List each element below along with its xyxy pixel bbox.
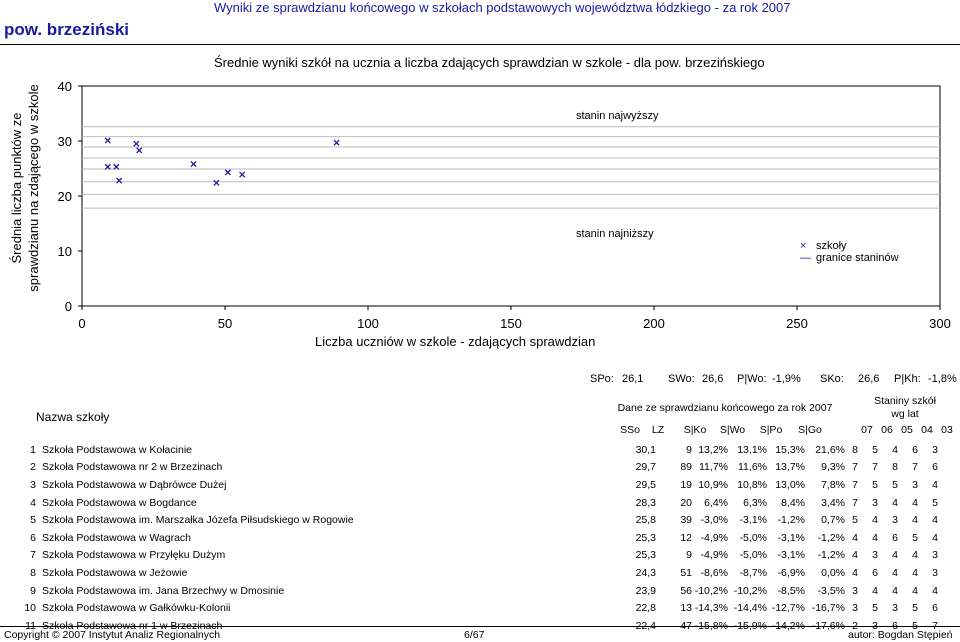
stanine-cell: 7 bbox=[872, 461, 878, 474]
summary-sko-value: 26,6 bbox=[858, 373, 880, 385]
name-header: Nazwa szkoły bbox=[36, 410, 110, 424]
column-header-1: LZ bbox=[651, 424, 665, 436]
table-row bbox=[0, 511, 945, 529]
column-header-0: SSo bbox=[620, 424, 640, 436]
value-cell: 28,3 bbox=[635, 496, 656, 509]
value-cell: 11,7% bbox=[699, 461, 728, 474]
stanine-cell: 7 bbox=[852, 461, 858, 474]
stanine-cell: 3 bbox=[852, 602, 858, 615]
row-number: 7 bbox=[30, 549, 36, 562]
value-cell: 13,1% bbox=[737, 443, 767, 456]
stanine-cell: 4 bbox=[932, 584, 938, 597]
stanine-cell: 6 bbox=[892, 619, 898, 632]
value-cell: 89 bbox=[680, 461, 692, 474]
x-tick-label-4: 200 bbox=[643, 316, 665, 330]
footer-page: 6/67 bbox=[464, 629, 485, 641]
value-cell: 29,7 bbox=[635, 461, 656, 474]
report-title: Wyniki ze sprawdzianu końcowego w szkołach podstawowych województwa łódzkiego - za rok 2007 bbox=[214, 0, 791, 15]
value-cell: 3,4% bbox=[821, 496, 845, 509]
value-cell: 6,3% bbox=[743, 496, 767, 509]
stanine-cell: 5 bbox=[932, 496, 938, 509]
stanine-cell: 3 bbox=[932, 549, 938, 562]
y-tick-label-0: 0 bbox=[64, 299, 72, 314]
value-cell: -4,9% bbox=[700, 549, 728, 562]
value-cell: -10,2% bbox=[733, 584, 767, 597]
stanine-cell: 5 bbox=[852, 514, 858, 527]
table-row bbox=[0, 582, 945, 600]
table-row bbox=[0, 441, 945, 459]
x-tick-label-2: 100 bbox=[357, 316, 379, 330]
stanine-cell: 5 bbox=[912, 619, 918, 632]
stanine-cell: 6 bbox=[892, 531, 898, 544]
stanine-cell: 3 bbox=[912, 478, 918, 491]
stanine-cell: 4 bbox=[932, 478, 938, 491]
year-header-3: 04 bbox=[921, 424, 933, 436]
school-name: Szkoła Podstawowa w Jeżowie bbox=[42, 566, 188, 579]
y-tick-label-1: 10 bbox=[57, 244, 72, 259]
stanine-cell: 4 bbox=[912, 549, 918, 562]
stanine-cell: 7 bbox=[852, 478, 858, 491]
year-header-1: 06 bbox=[881, 424, 893, 436]
stanine-cell: 4 bbox=[892, 584, 898, 597]
column-header-5: S|Go bbox=[798, 424, 822, 436]
stanine-cell: 7 bbox=[932, 619, 938, 632]
value-cell: 22,8 bbox=[635, 602, 656, 615]
year-header-4: 03 bbox=[941, 424, 953, 436]
stanine-cell: 4 bbox=[932, 531, 938, 544]
value-cell: 19 bbox=[680, 478, 692, 491]
stanine-cell: 4 bbox=[912, 496, 918, 509]
value-cell: -3,1% bbox=[777, 531, 805, 544]
summary-spo-value: 26,1 bbox=[622, 373, 644, 385]
school-name: Szkoła Podstawowa im. Jana Brzechwy w Dmosinie bbox=[42, 584, 285, 597]
school-name: Szkoła Podstawowa w Kołacinie bbox=[42, 443, 192, 456]
summary-swo-value: 26,6 bbox=[702, 373, 724, 385]
y-tick-label-4: 40 bbox=[57, 79, 72, 94]
footer-divider bbox=[0, 626, 960, 627]
value-cell: -3,0% bbox=[700, 514, 728, 527]
value-cell: 9,3% bbox=[821, 461, 845, 474]
summary-pwo-label: P|Wo: bbox=[737, 373, 767, 385]
stanine-cell: 4 bbox=[912, 584, 918, 597]
row-number: 5 bbox=[30, 514, 36, 527]
stanine-cell: 6 bbox=[932, 461, 938, 474]
value-cell: 25,3 bbox=[635, 549, 656, 562]
stanine-cell: 4 bbox=[932, 514, 938, 527]
x-tick-label-3: 150 bbox=[500, 316, 522, 330]
value-cell: 13 bbox=[680, 602, 692, 615]
value-cell: 39 bbox=[680, 514, 692, 527]
line-marker-icon: — bbox=[800, 252, 811, 264]
value-cell: -8,7% bbox=[739, 566, 767, 579]
stanine-cell: 5 bbox=[872, 443, 878, 456]
table-row bbox=[0, 494, 945, 512]
stanine-header-2: wg lat bbox=[891, 408, 919, 420]
year-header-0: 07 bbox=[861, 424, 873, 436]
stanine-cell: 4 bbox=[892, 496, 898, 509]
chart-legend bbox=[800, 240, 899, 264]
stanine-cell: 4 bbox=[892, 566, 898, 579]
annotation-bottom-stanine: stanin najniższy bbox=[576, 228, 654, 240]
value-cell: 24,3 bbox=[635, 566, 656, 579]
value-cell: 12 bbox=[680, 531, 692, 544]
value-cell: 21,6% bbox=[815, 443, 845, 456]
stanine-cell: 4 bbox=[912, 566, 918, 579]
stanine-cell: 6 bbox=[872, 566, 878, 579]
value-cell: 7,8% bbox=[821, 478, 845, 491]
row-number: 4 bbox=[30, 496, 36, 509]
stanine-cell: 4 bbox=[872, 531, 878, 544]
stanine-cell: 3 bbox=[852, 584, 858, 597]
row-number: 10 bbox=[24, 602, 36, 615]
value-cell: -5,0% bbox=[739, 549, 767, 562]
value-cell: -15,8% bbox=[694, 619, 728, 632]
school-name: Szkoła Podstawowa w Przyłęku Dużym bbox=[42, 549, 226, 562]
stanine-cell: 8 bbox=[892, 461, 898, 474]
stanine-cell: 2 bbox=[852, 619, 858, 632]
x-tick-label-1: 50 bbox=[217, 316, 233, 330]
schools-table bbox=[0, 441, 945, 635]
stanine-cell: 3 bbox=[872, 496, 878, 509]
stanine-cell: 5 bbox=[912, 602, 918, 615]
value-cell: 25,3 bbox=[635, 531, 656, 544]
value-cell: 13,7% bbox=[775, 461, 805, 474]
x-tick-label-6: 300 bbox=[929, 316, 951, 330]
row-number: 6 bbox=[30, 531, 36, 544]
stanine-cell: 7 bbox=[912, 461, 918, 474]
cross-marker-icon: × bbox=[800, 240, 807, 252]
stanine-cell: 4 bbox=[852, 566, 858, 579]
table-row bbox=[0, 547, 945, 565]
school-name: Szkoła Podstawowa nr 2 w Brzezinach bbox=[42, 461, 223, 474]
header-divider bbox=[0, 44, 960, 45]
stanine-cell: 3 bbox=[932, 443, 938, 456]
value-cell: 9 bbox=[686, 549, 692, 562]
stanine-header-1: Staniny szkół bbox=[874, 395, 936, 407]
y-axis-label: Średnia liczba punktów ze sprawdzianu na zdającego w szkole bbox=[9, 84, 41, 292]
school-name: Szkoła Podstawowa im. Marszałka Józefa Piłsudskiego w Rogowie bbox=[42, 514, 354, 527]
table-row bbox=[0, 599, 945, 617]
value-cell: 51 bbox=[680, 566, 692, 579]
stanine-cell: 3 bbox=[932, 566, 938, 579]
stanine-cell: 4 bbox=[912, 514, 918, 527]
stanine-cell: 5 bbox=[892, 478, 898, 491]
annotation-top-stanine: stanin najwyższy bbox=[576, 110, 659, 122]
stanine-cell: 5 bbox=[872, 478, 878, 491]
value-cell: 6,4% bbox=[704, 496, 728, 509]
value-cell: 22,4 bbox=[635, 619, 656, 632]
row-number: 2 bbox=[30, 461, 36, 474]
legend-schools: szkoły bbox=[816, 240, 847, 252]
table-row bbox=[0, 459, 945, 477]
summary-pkh-label: P|Kh: bbox=[894, 373, 921, 385]
school-name: Szkoła Podstawowa w Wagrach bbox=[42, 531, 192, 544]
value-cell: -16,7% bbox=[811, 602, 845, 615]
footer-copyright: Copyright © 2007 Instytut Analiz Regionalnych bbox=[4, 629, 221, 641]
y-tick-label-2: 20 bbox=[57, 189, 72, 204]
stanine-cell: 5 bbox=[872, 602, 878, 615]
value-cell: 15,3% bbox=[775, 443, 805, 456]
value-cell: -4,9% bbox=[700, 531, 728, 544]
value-cell: -3,1% bbox=[739, 514, 767, 527]
summary-pkh-value: -1,8% bbox=[928, 373, 957, 385]
value-cell: -14,2% bbox=[771, 619, 805, 632]
row-number: 1 bbox=[30, 443, 36, 456]
value-cell: 10,9% bbox=[698, 478, 728, 491]
value-cell: 56 bbox=[680, 584, 692, 597]
scatter-chart bbox=[0, 70, 960, 330]
value-cell: -3,1% bbox=[777, 549, 805, 562]
school-name: Szkoła Podstawowa w Gałkówku-Kolonii bbox=[42, 602, 231, 615]
group-header: Dane ze sprawdzianu końcowego za rok 2007 bbox=[617, 402, 833, 414]
summary-sko-label: SKo: bbox=[820, 373, 844, 385]
year-header-2: 05 bbox=[901, 424, 913, 436]
value-cell: -1,2% bbox=[777, 514, 805, 527]
value-cell: -12,7% bbox=[771, 602, 805, 615]
stanine-cell: 4 bbox=[852, 549, 858, 562]
summary-spo-label: SPo: bbox=[590, 373, 614, 385]
plot-area bbox=[82, 86, 940, 306]
stanine-cell: 5 bbox=[912, 531, 918, 544]
value-cell: -6,9% bbox=[777, 566, 805, 579]
value-cell: 25,8 bbox=[635, 514, 656, 527]
value-cell: -15,9% bbox=[733, 619, 767, 632]
value-cell: -17,6% bbox=[811, 619, 845, 632]
stanine-cell: 3 bbox=[872, 549, 878, 562]
y-tick-label-3: 30 bbox=[57, 134, 72, 149]
value-cell: 29,5 bbox=[635, 478, 656, 491]
value-cell: -10,2% bbox=[694, 584, 728, 597]
value-cell: 30,1 bbox=[635, 443, 656, 456]
value-cell: 13,0% bbox=[775, 478, 805, 491]
stanine-cell: 4 bbox=[852, 531, 858, 544]
x-axis-label: Liczba uczniów w szkole - zdających sprawdzian bbox=[315, 334, 596, 349]
value-cell: -1,2% bbox=[817, 549, 845, 562]
stanine-cell: 8 bbox=[852, 443, 858, 456]
footer-author: autor: Bogdan Stępień bbox=[848, 629, 953, 641]
value-cell: -8,6% bbox=[700, 566, 728, 579]
table-row bbox=[0, 476, 945, 494]
stanine-cell: 6 bbox=[912, 443, 918, 456]
district-title: pow. brzeziński bbox=[4, 20, 130, 39]
value-cell: 20 bbox=[680, 496, 692, 509]
value-cell: 10,8% bbox=[737, 478, 767, 491]
value-cell: 0,7% bbox=[821, 514, 845, 527]
value-cell: 8,4% bbox=[781, 496, 805, 509]
value-cell: -5,0% bbox=[739, 531, 767, 544]
value-cell: 11,6% bbox=[738, 461, 767, 474]
value-cell: -1,2% bbox=[817, 531, 845, 544]
value-cell: -14,3% bbox=[694, 602, 728, 615]
legend-stanine-bounds: granice staninów bbox=[816, 252, 899, 264]
stanine-cell: 3 bbox=[892, 514, 898, 527]
column-header-2: S|Ko bbox=[683, 424, 707, 436]
summary-pwo-value: -1,9% bbox=[772, 373, 801, 385]
school-name: Szkoła Podstawowa w Bogdance bbox=[42, 496, 197, 509]
stanine-cell: 6 bbox=[932, 602, 938, 615]
column-header-4: S|Po bbox=[759, 424, 783, 436]
value-cell: 9 bbox=[686, 443, 692, 456]
value-cell: -14,4% bbox=[733, 602, 767, 615]
table-row bbox=[0, 564, 945, 582]
column-header-3: S|Wo bbox=[719, 424, 746, 436]
school-name: Szkoła Podstawowa nr 1 w Brzezinach bbox=[42, 619, 223, 632]
value-cell: 13,2% bbox=[698, 443, 728, 456]
value-cell: 0,0% bbox=[821, 566, 845, 579]
stanine-cell: 3 bbox=[872, 619, 878, 632]
chart-title: Średnie wyniki szkół na ucznia a liczba zdających sprawdzian w szkole - dla pow. brzezińskiego bbox=[214, 55, 765, 70]
stanine-cell: 4 bbox=[872, 514, 878, 527]
row-number: 3 bbox=[30, 478, 36, 491]
school-name: Szkoła Podstawowa w Dąbrówce Dużej bbox=[42, 478, 227, 491]
table-row bbox=[0, 529, 945, 547]
x-tick-label-5: 250 bbox=[786, 316, 808, 330]
row-number: 9 bbox=[30, 584, 36, 597]
row-number: 8 bbox=[30, 566, 36, 579]
value-cell: 47 bbox=[680, 619, 692, 632]
value-cell: -8,5% bbox=[777, 584, 805, 597]
stanine-cell: 4 bbox=[892, 549, 898, 562]
stanine-cell: 4 bbox=[892, 443, 898, 456]
stanine-cell: 7 bbox=[852, 496, 858, 509]
summary-swo-label: SWo: bbox=[668, 373, 695, 385]
value-cell: -3,5% bbox=[817, 584, 845, 597]
x-tick-label-0: 0 bbox=[78, 316, 86, 330]
value-cell: 23,9 bbox=[635, 584, 656, 597]
stanine-cell: 4 bbox=[872, 584, 878, 597]
stanine-cell: 3 bbox=[892, 602, 898, 615]
row-number: 11 bbox=[25, 619, 36, 632]
